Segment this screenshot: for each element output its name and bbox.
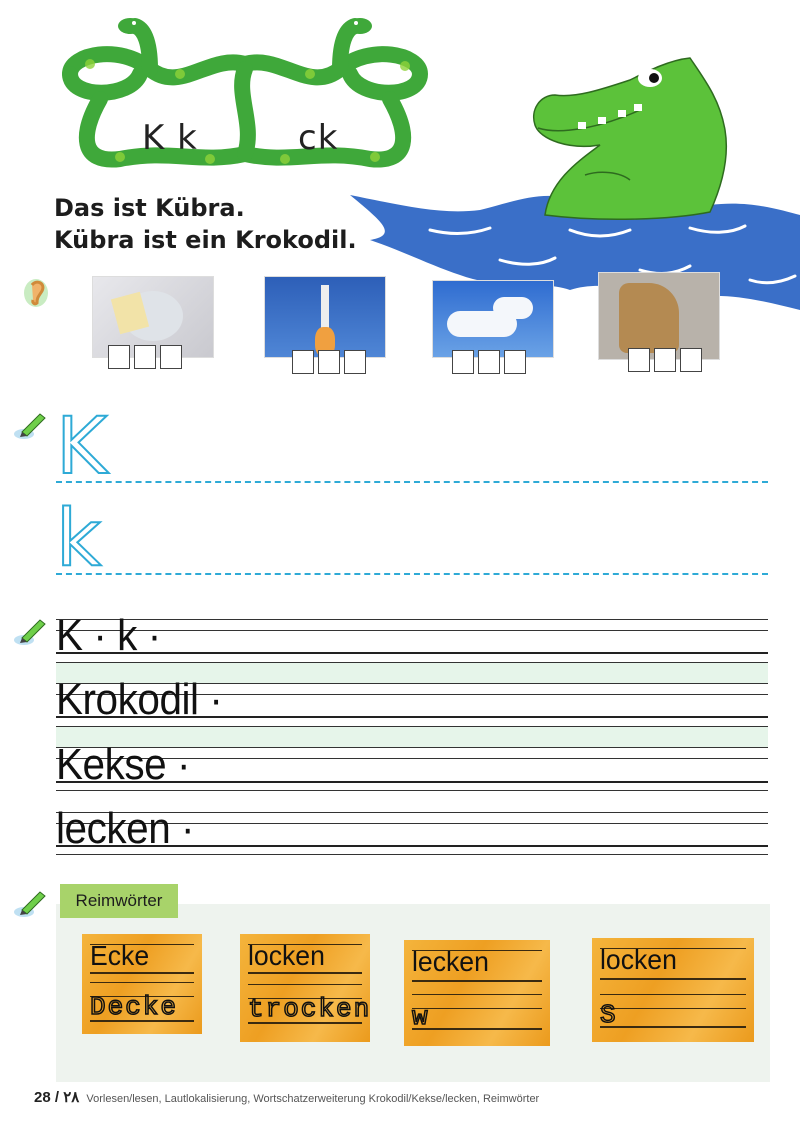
sound-box[interactable] [292, 350, 314, 374]
sound-boxes-3 [452, 350, 526, 374]
writing-row-4: lecken · [56, 804, 195, 853]
pencil-icon [12, 410, 48, 440]
trace-letter-uppercase[interactable]: K [56, 402, 108, 492]
sound-boxes-4 [628, 348, 702, 372]
rhyme-word: lecken [412, 946, 489, 977]
sound-box[interactable] [504, 350, 526, 374]
writing-baseline [56, 652, 768, 654]
writing-line [56, 726, 768, 727]
page-footer [34, 1088, 539, 1106]
sound-box[interactable] [160, 345, 182, 369]
rhyme-card-4 [592, 938, 754, 1042]
rhyme-card-1 [82, 934, 202, 1034]
rhyme-trace-word[interactable]: trocken [248, 994, 372, 1024]
intro-line-1: Das ist Kübra. [54, 194, 245, 222]
rhyme-trace-word[interactable]: Decke [90, 992, 179, 1022]
sound-box[interactable] [680, 348, 702, 372]
writing-line [56, 854, 768, 855]
writing-line [56, 630, 768, 631]
crocodile-icon [340, 40, 800, 320]
sound-box[interactable] [452, 350, 474, 374]
letters-ck: ck [298, 118, 339, 158]
rhyme-word: locken [600, 944, 677, 975]
sound-box[interactable] [628, 348, 650, 372]
rhyme-word: locken [248, 940, 325, 971]
trace-baseline-1 [56, 481, 768, 483]
writing-line [56, 662, 768, 663]
sound-box[interactable] [478, 350, 500, 374]
writing-row-3: Kekse · [56, 740, 191, 789]
ear-icon [20, 275, 54, 309]
sound-boxes-2 [292, 350, 366, 374]
pencil-icon [12, 616, 48, 646]
picture-clouds [432, 280, 554, 358]
pencil-icon [12, 888, 48, 918]
sound-box[interactable] [318, 350, 340, 374]
sound-box[interactable] [134, 345, 156, 369]
trace-letter-lowercase[interactable]: k [56, 494, 102, 584]
trace-baseline-2 [56, 573, 768, 575]
rhyme-card-3 [404, 940, 550, 1046]
page-description: Vorlesen/lesen, Lautlokalisierung, Wortschatzerweiterung Krokodil/Kekse/lecken, Reimwörter [86, 1093, 540, 1105]
sound-box[interactable] [108, 345, 130, 369]
picture-sack [598, 272, 720, 360]
sound-box[interactable] [654, 348, 676, 372]
letters-uppercase-lowercase: K k [142, 118, 198, 158]
intro-line-2: Kübra ist ein Krokodil. [54, 226, 357, 254]
rhyme-card-2 [240, 934, 370, 1042]
sound-box[interactable] [344, 350, 366, 374]
crocodile-illustration [340, 40, 800, 320]
sound-boxes-1 [108, 345, 182, 369]
writing-line [56, 619, 768, 620]
writing-row-2: Krokodil · [56, 675, 223, 724]
rhyme-trace-word[interactable]: w [412, 1002, 430, 1032]
writing-row-1: K · k · [56, 611, 161, 660]
page-number: 28 / ٢٨ [34, 1089, 80, 1106]
rhyme-trace-word[interactable]: S [600, 1000, 618, 1030]
intro-text [54, 192, 357, 256]
picture-rocket [264, 276, 386, 358]
rhyme-tag: Reimwörter [60, 884, 178, 918]
writing-line [56, 790, 768, 791]
rhyme-word: Ecke [90, 940, 150, 971]
